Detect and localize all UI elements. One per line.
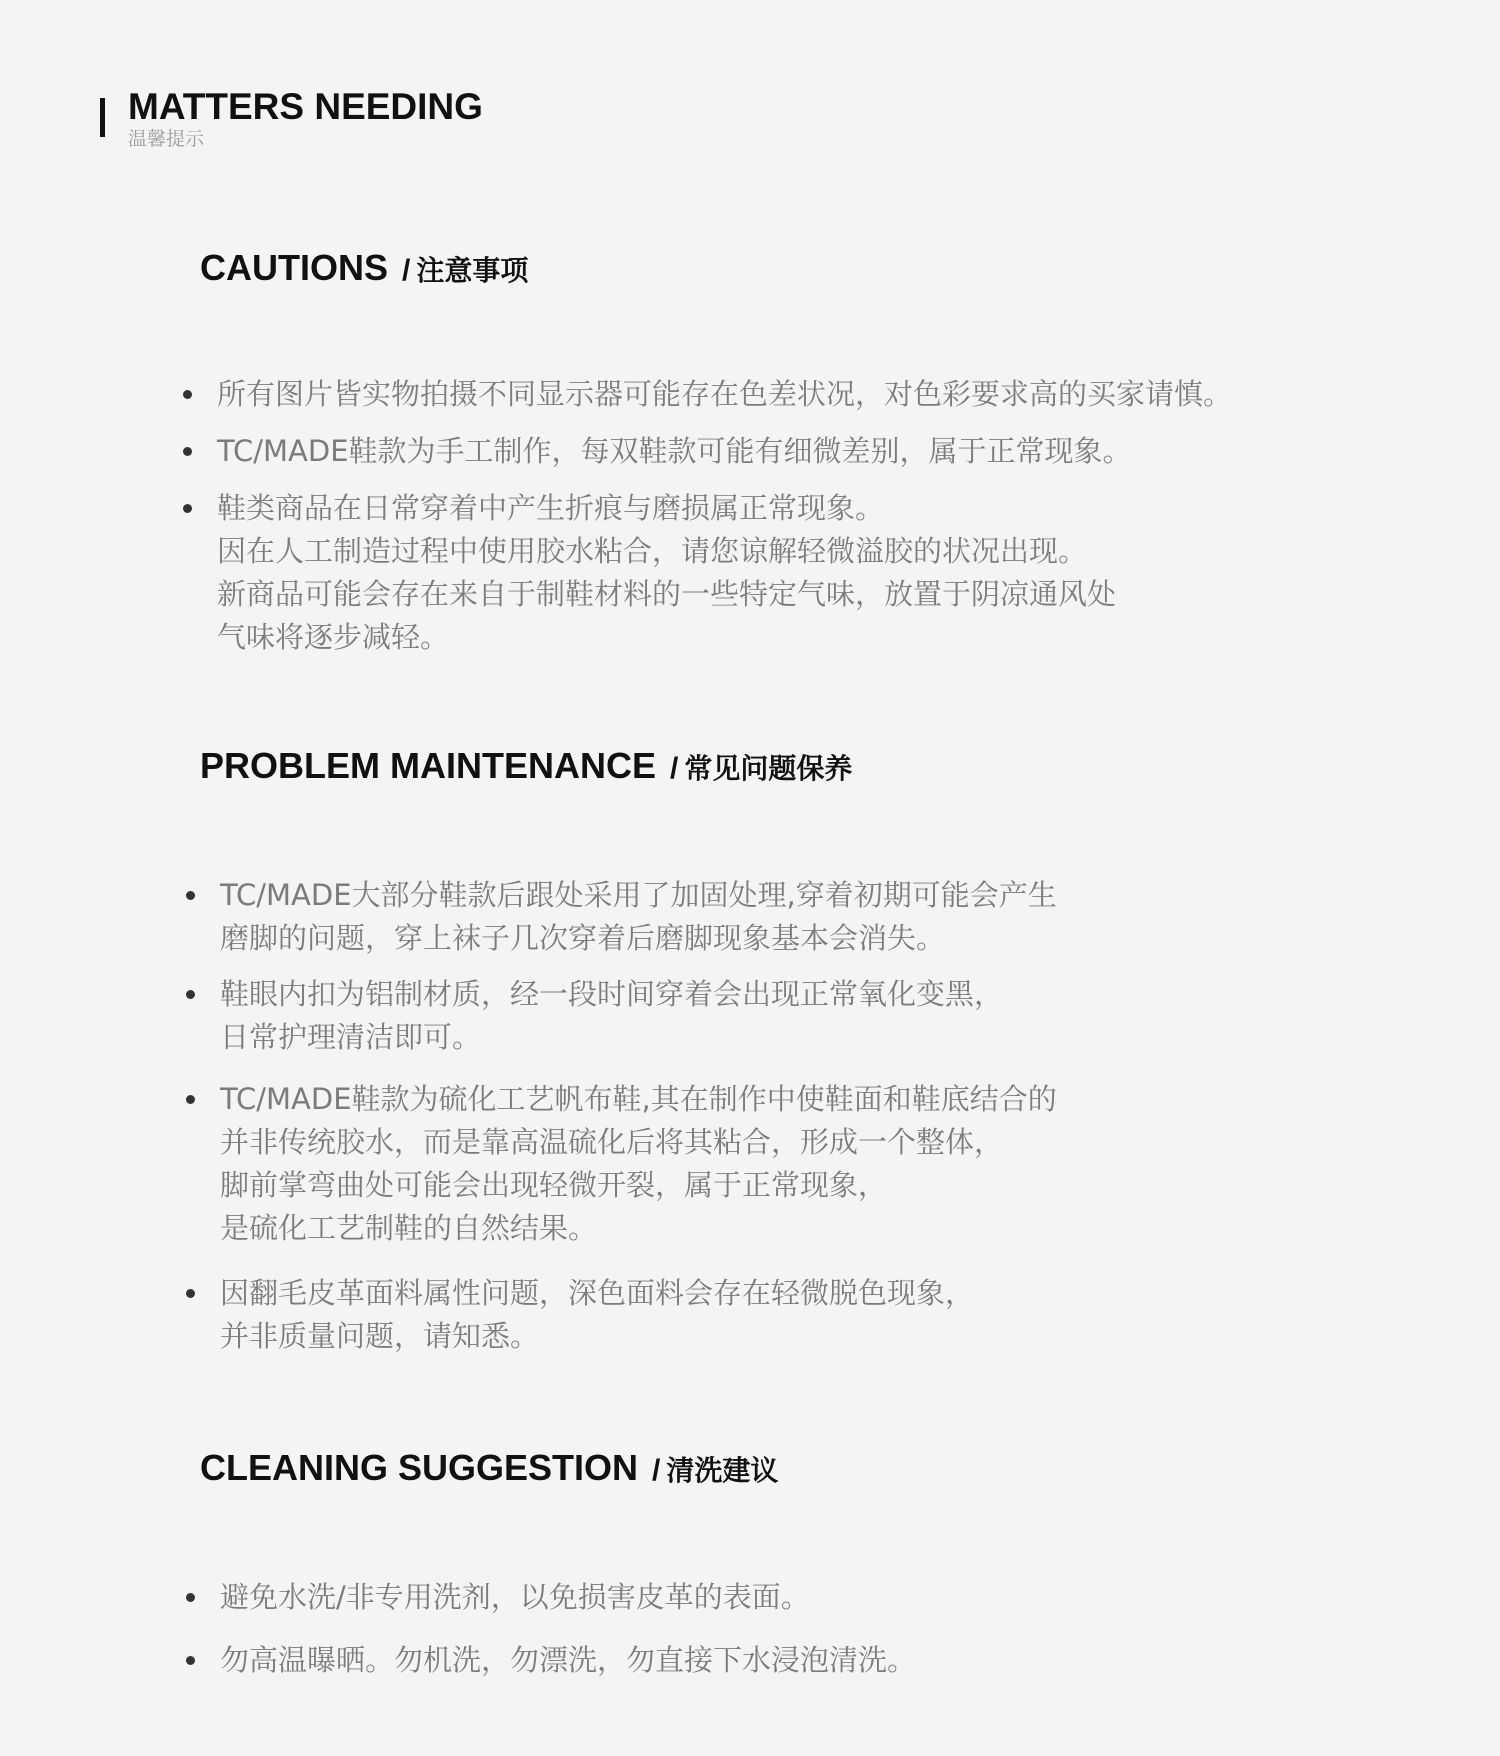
section-heading-problem-maintenance (200, 744, 852, 791)
list-item-line: TC/MADE大部分鞋款后跟处采用了加固处理,穿着初期可能会产生 (220, 878, 1057, 912)
section-heading-cleaning-suggestion (200, 1446, 778, 1493)
section-title-separator: / (402, 254, 411, 287)
header-accent-bar (100, 98, 105, 137)
list-item-line: TC/MADE鞋款为手工制作，每双鞋款可能有细微差别，属于正常现象。 (217, 434, 1132, 468)
list-item-line: 磨脚的问题，穿上袜子几次穿着后磨脚现象基本会消失。 (220, 921, 946, 955)
bullet-dot (186, 1289, 195, 1298)
section-title-zh: 注意事项 (416, 254, 529, 287)
section-heading-cautions (200, 246, 528, 293)
list-item (220, 874, 1057, 960)
section-title-zh: 清洗建议 (666, 1454, 779, 1487)
list-item (220, 1272, 974, 1358)
section-title-en: PROBLEM MAINTENANCE (200, 745, 656, 786)
list-item-line: 因在人工制造过程中使用胶水粘合，请您谅解轻微溢胶的状况出现。 (217, 534, 1088, 568)
list-item-line: 新商品可能会存在来自于制鞋材料的一些特定气味，放置于阴凉通风处 (217, 577, 1117, 611)
list-item-line: 勿高温曝晒。勿机洗，勿漂洗，勿直接下水浸泡清洗。 (220, 1643, 917, 1677)
page-subtitle: 温馨提示 (128, 128, 205, 150)
list-item (217, 430, 1132, 473)
section-title-en: CLEANING SUGGESTION (200, 1447, 639, 1488)
list-item-line: 所有图片皆实物拍摄不同显示器可能存在色差状况，对色彩要求高的买家请慎。 (217, 377, 1233, 411)
list-item (220, 1576, 810, 1619)
bullet-dot (186, 891, 195, 900)
bullet-dot (186, 1095, 195, 1104)
list-item-line: 日常护理清洁即可。 (220, 1020, 482, 1054)
list-item-line: 因翻毛皮革面料属性问题，深色面料会存在轻微脱色现象， (220, 1276, 975, 1310)
list-item (217, 487, 1116, 659)
bullet-dot (186, 1656, 195, 1665)
list-item-line: 避免水洗/非专用洗剂，以免损害皮革的表面。 (220, 1580, 810, 1614)
list-item-line: 气味将逐步减轻。 (217, 620, 450, 654)
list-item-line: 脚前掌弯曲处可能会出现轻微开裂，属于正常现象， (220, 1168, 888, 1202)
list-item-line: TC/MADE鞋款为硫化工艺帆布鞋,其在制作中使鞋面和鞋底结合的 (220, 1082, 1057, 1116)
list-item-line: 并非传统胶水，而是靠高温硫化后将其粘合，形成一个整体， (220, 1125, 1004, 1159)
bullet-dot (186, 1593, 195, 1602)
section-title-en: CAUTIONS (200, 247, 388, 288)
list-item-line: 并非质量问题，请知悉。 (220, 1319, 540, 1353)
list-item-line: 鞋类商品在日常穿着中产生折痕与磨损属正常现象。 (217, 491, 885, 525)
list-item-line: 是硫化工艺制鞋的自然结果。 (220, 1211, 598, 1245)
list-item (217, 373, 1232, 416)
bullet-dot (183, 504, 192, 513)
page-title: MATTERS NEEDING (128, 86, 483, 127)
list-item (220, 1078, 1057, 1250)
list-item (220, 973, 1003, 1059)
list-item (220, 1639, 916, 1682)
section-title-separator: / (652, 1454, 661, 1487)
section-title-separator: / (670, 752, 679, 785)
bullet-dot (183, 447, 192, 456)
bullet-dot (186, 990, 195, 999)
bullet-dot (183, 390, 192, 399)
section-title-zh: 常见问题保养 (684, 752, 853, 785)
list-item-line: 鞋眼内扣为铝制材质，经一段时间穿着会出现正常氧化变黑， (220, 977, 1004, 1011)
